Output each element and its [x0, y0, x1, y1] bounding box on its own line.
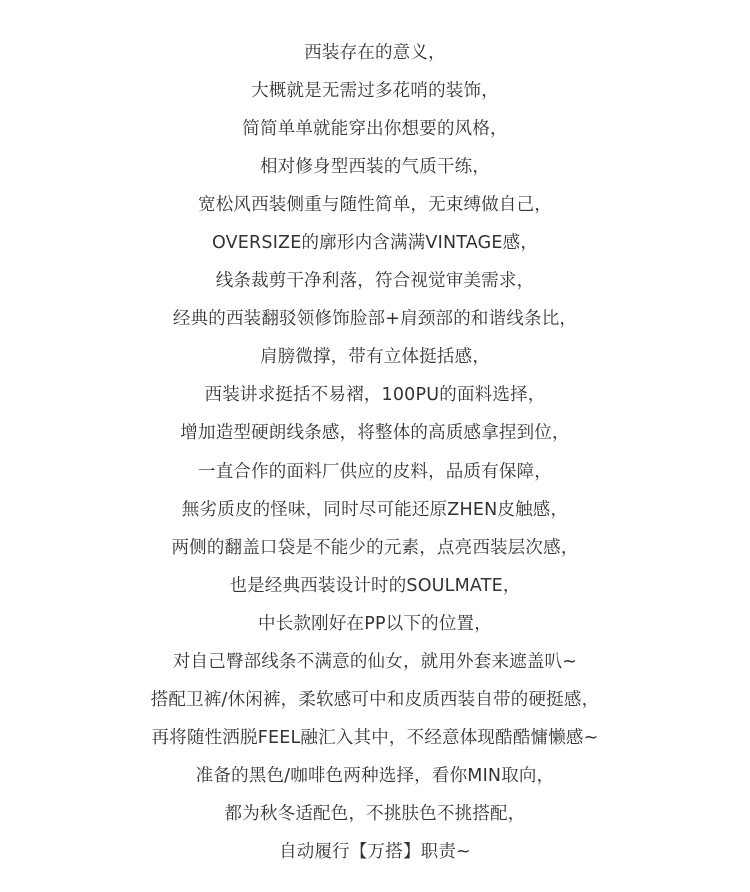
- description-line: 無劣质皮的怪味，同时尽可能还原ZHEN皮触感，: [181, 499, 569, 520]
- description-line: OVERSIZE的廓形内含满满VINTAGE感，: [211, 233, 539, 254]
- description-line: 都为秋冬适配色，不挑肤色不挑搭配，: [224, 803, 526, 824]
- description-text-block: [0, 34, 750, 871]
- description-line: 经典的西装翻驳领修饰脸部+肩颈部的和谐线条比，: [172, 309, 578, 330]
- description-line: 再将随性洒脱FEEL融汇入其中，不经意体现酷酷慵懒感~: [151, 727, 599, 748]
- description-line: 简简单单就能穿出你想要的风格，: [242, 119, 508, 140]
- description-line: 搭配卫裤/休闲裤，柔软感可中和皮质西装自带的硬挺感，: [150, 689, 600, 710]
- description-line: 自动履行【万搭】职责~: [279, 841, 471, 862]
- description-line: 两侧的翻盖口袋是不能少的元素，点亮西装层次感，: [171, 537, 579, 558]
- description-line: 相对修身型西装的气质干练，: [259, 157, 491, 178]
- description-line: 中长款刚好在PP以下的位置，: [258, 613, 492, 634]
- description-line: 西装讲求挺括不易褶，100PU的面料选择，: [204, 385, 546, 406]
- description-line: 增加造型硬朗线条感，将整体的高质感拿捏到位，: [180, 423, 570, 444]
- description-line: 准备的黑色/咖啡色两种选择，看你MIN取向，: [195, 765, 555, 786]
- description-line: 西装存在的意义，: [304, 43, 446, 63]
- description-line: 也是经典西装设计时的SOULMATE，: [229, 575, 521, 596]
- description-line: 宽松风西装侧重与随性简单，无束缚做自己，: [198, 195, 552, 216]
- description-line: 线条裁剪干净利落，符合视觉审美需求，: [215, 271, 535, 292]
- description-line: 大概就是无需过多花哨的装饰，: [251, 81, 499, 102]
- description-line: 一直合作的面料厂供应的皮料，品质有保障，: [198, 461, 552, 482]
- description-line: 肩膀微撑，带有立体挺括感，: [259, 347, 491, 368]
- description-line: 对自己臀部线条不满意的仙女，就用外套来遮盖叭~: [172, 651, 578, 672]
